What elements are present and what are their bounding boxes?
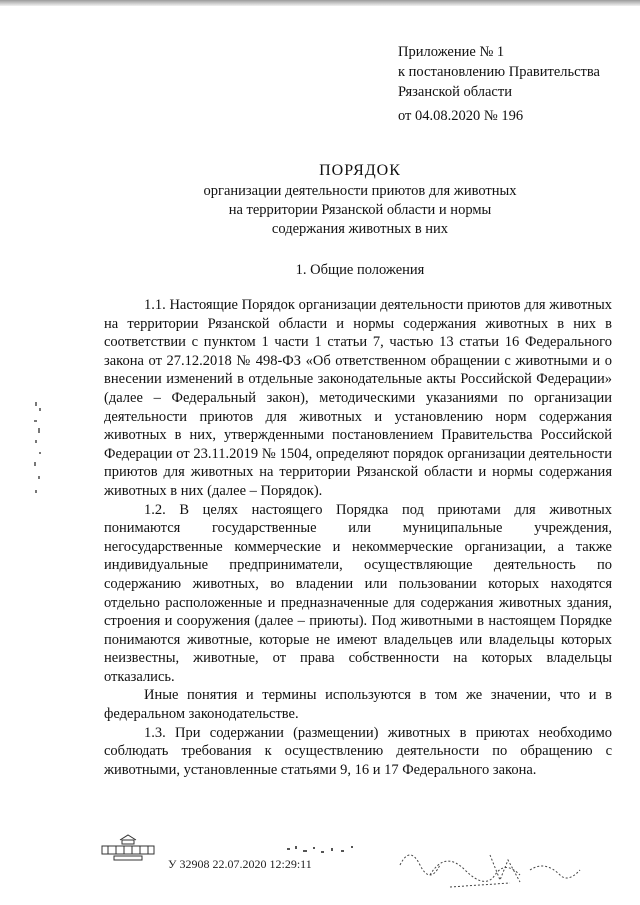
appendix-block <box>398 42 600 126</box>
signature-mark <box>390 825 590 895</box>
paragraph: 1.1. Настоящие Порядок организации деятельности приютов для животных на территории Рязанской области и нормы содержания животных в них в соответствии с пунктом 1 части 1 статьи 7, частью 13 статьи 16 Федерального закона от 27.12.2018 № 498-ФЗ «Об ответственном обращении с животными и о внесении изменений в отдельные законодательные акты Российской Федерации» (далее – Федеральный закон), методическими указаниями по организации деятельности приютов для животных и установлению норм содержания животных в них, утвержденными постановлением Правительства Российской Федерации от 23.11.2019 № 1504, определяют порядок организации деятельности приютов для животных на территории Рязанской области и нормы содержания животных в них (далее – Порядок). <box>104 297 612 499</box>
paragraph: Иные понятия и термины используются в том же значении, что и в федеральном законодательстве. <box>104 687 612 723</box>
document-title-block <box>100 160 620 239</box>
document-subtitle-line: содержания животных в них <box>271 221 449 237</box>
appendix-region: Рязанской области <box>398 84 512 100</box>
registry-code: У 32908 22.07.2020 12:29:11 <box>168 857 312 871</box>
scan-noise <box>285 840 365 860</box>
document-subtitle-line: организации деятельности приютов для животных <box>203 183 517 199</box>
section-heading: 1. Общие положения <box>295 262 425 278</box>
appendix-date: от 04.08.2020 № 196 <box>398 108 524 124</box>
appendix-reference: к постановлению Правительства <box>398 64 600 80</box>
document-title: ПОРЯДОК <box>319 162 401 179</box>
scan-edge <box>0 0 640 6</box>
paragraph: 1.3. При содержании (размещении) животных в приютах необходимо соблюдать требования к осуществлению деятельности по обращению с животными, установленные статьями 9, 16 и 17 Федерального закона. <box>104 724 612 778</box>
paragraph: 1.2. В целях настоящего Порядка под приютами для животных понимаются государственные или муниципальные учреждения, негосударственные коммерческие и некоммерческие организации, а также индивидуальные предприниматели, осуществляющие деятельность по содержанию животных, во владении или пользовании которых находятся отдельно расположенные и предназначенные для содержания животных здания, строения и сооружения (далее – приюты). Под животными в настоящем Порядке понимаются животные, которые не имеют владельцев или владельцы которых неизвестны, животные, от права собственности на которых владельцы отказались. <box>104 501 612 685</box>
body-text <box>104 296 612 779</box>
appendix-number: Приложение № 1 <box>398 44 505 60</box>
registry-stamp-icon <box>98 832 158 862</box>
document-subtitle-line: на территории Рязанской области и нормы <box>228 202 492 218</box>
margin-scan-marks <box>30 400 44 500</box>
